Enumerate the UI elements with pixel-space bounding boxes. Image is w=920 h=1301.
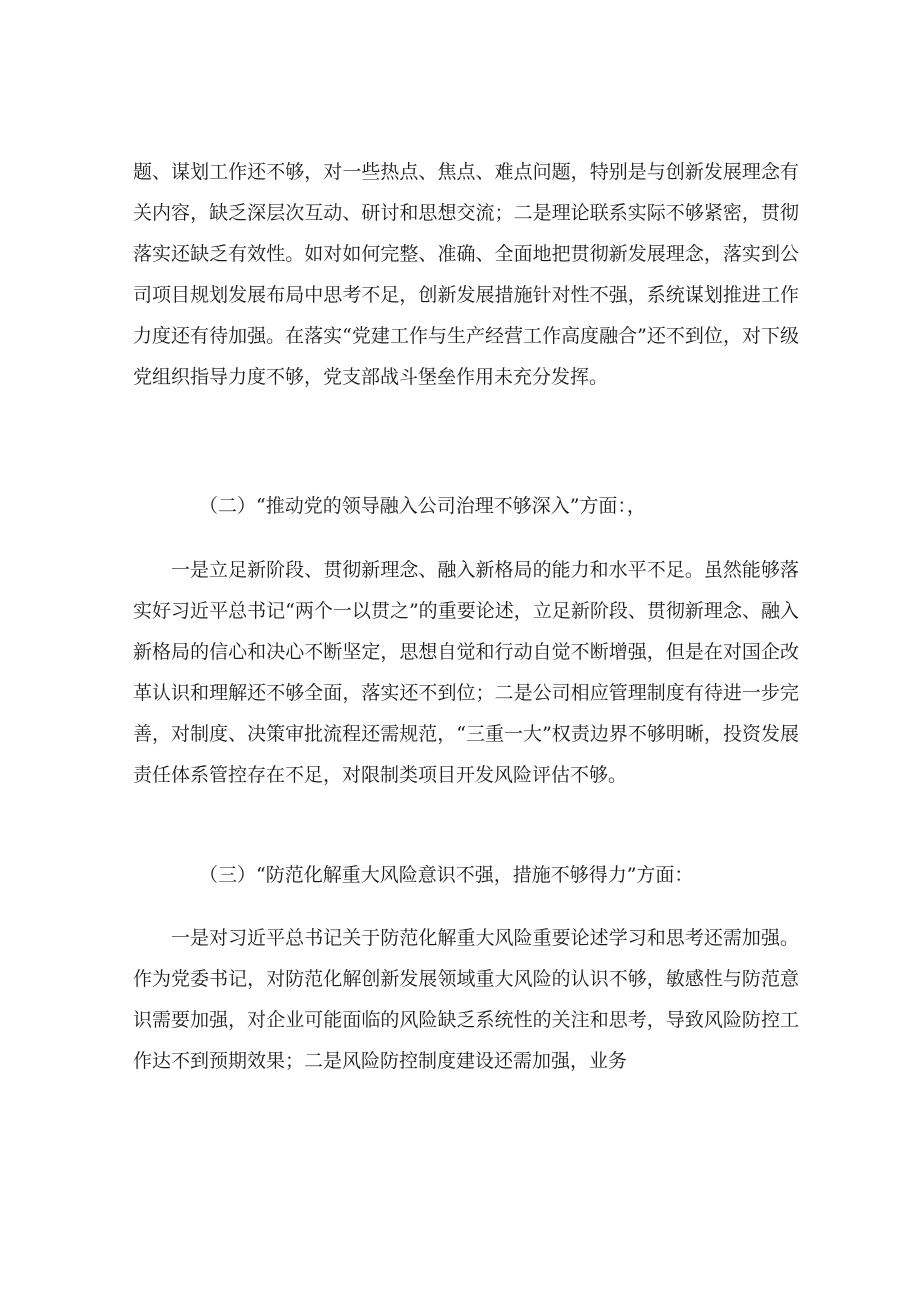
body-paragraph-2 — [133, 550, 799, 796]
paragraph-text: 一是立足新阶段、贯彻新理念、融入新格局的能力和水平不足。虽然能够落实好习近平总书记“两个一以贯之”的重要论述，立足新阶段、贯彻新理念、融入新格局的信心和决心不断坚定，思想自觉和行动自觉不断增强，但是在对国企改革认识和理解还不够全面，落实还不到位；二是公司相应管理制度有待进一步完善，对制度、决策审批流程还需规范，“三重一大”权责边界不够明晰，投资发展责任体系管控存在不足，对限制类项目开发风险评估不够。 — [133, 559, 799, 786]
paragraph-text: 题、谋划工作还不够，对一些热点、焦点、难点问题，特别是与创新发展理念有关内容，缺乏深层次互动、研讨和思想交流；二是理论联系实际不够紧密，贯彻落实还缺乏有效性。如对如何完整、准确、全面地把贯彻新发展理念，落实到公司项目规划发展布局中思考不足，创新发展措施针对性不强，系统谋划推进工作力度还有待加强。在落实“党建工作与生产经营工作高度融合”还不到位，对下级党组织指导力度不够，党支部战斗堡垒作用未充分发挥。 — [133, 161, 799, 388]
body-paragraph-1 — [133, 152, 799, 398]
section-heading-3: （三）“防范化解重大风险意识不强，措施不够得力”方面： — [199, 864, 694, 886]
body-paragraph-3 — [133, 918, 799, 1082]
section-heading-2: （二）“推动党的领导融入公司治理不够深入”方面：， — [199, 495, 646, 517]
paragraph-text: 一是对习近平总书记关于防范化解重大风险重要论述学习和思考还需加强。作为党委书记，对防范化解创新发展领域重大风险的认识不够，敏感性与防范意识需要加强，对企业可能面临的风险缺乏系统性的关注和思考，导致风险防控工作达不到预期效果；二是风险防控制度建设还需加强，业务 — [133, 927, 799, 1072]
